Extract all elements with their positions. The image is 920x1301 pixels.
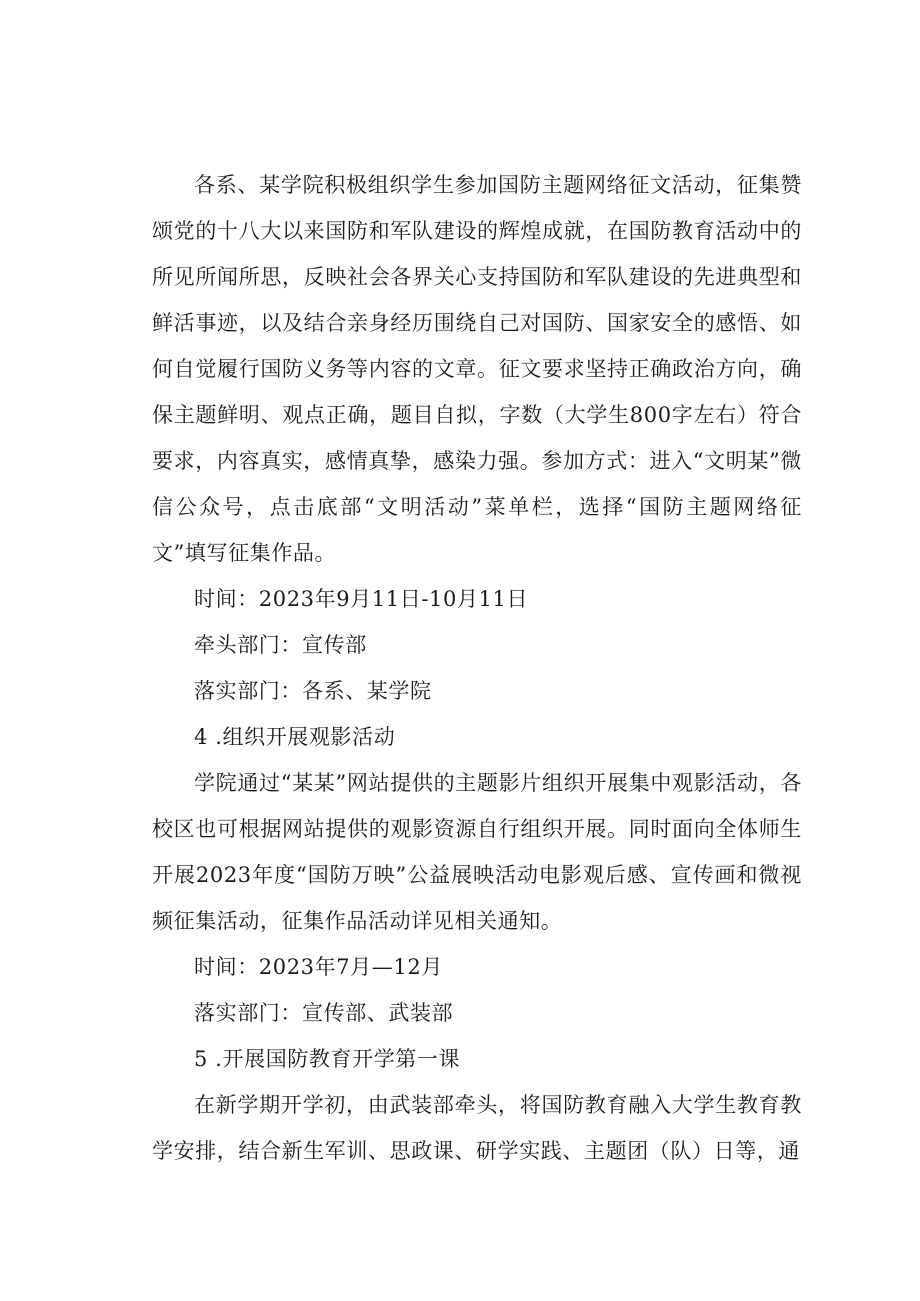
paragraph-impl-dept-essay: 落实部门：各系、某学院	[194, 679, 432, 703]
paragraph-time-film: 时间：2023年7月—12月	[194, 955, 443, 979]
paragraph-impl-dept-film: 落实部门：宣传部、武装部	[194, 1001, 454, 1025]
section-heading-film-viewing: 4 .组织开展观影活动	[194, 725, 396, 749]
document-body	[152, 162, 802, 1174]
paragraph-first-lesson: 在新学期开学初，由武装部牵头，将国防教育融入大学生教育教学安排，结合新生军训、思政课、研学实践、主题团（队）日等，通	[152, 1093, 802, 1163]
paragraph-essay-activity: 各系、某学院积极组织学生参加国防主题网络征文活动，征集赞颂党的十八大以来国防和军队建设的辉煌成就，在国防教育活动中的所见所闻所思，反映社会各界关心支持国防和军队建设的先进典型和鲜活事迹，以及结合亲身经历围绕自己对国防、国家安全的感悟、如何自觉履行国防义务等内容的文章。征文要求坚持正确政治方向，确保主题鲜明、观点正确，题目自拟，字数（大学生800字左右）符合要求，内容真实，感情真挚，感染力强。参加方式：进入“文明某”微信公众号，点击底部“文明活动”菜单栏，选择“国防主题网络征文”填写征集作品。	[152, 173, 802, 565]
paragraph-lead-dept: 牵头部门：宣传部	[194, 633, 367, 657]
section-heading-first-lesson: 5 .开展国防教育开学第一课	[194, 1047, 461, 1071]
paragraph-time-essay: 时间：2023年9月11日-10月11日	[194, 587, 529, 611]
paragraph-film-viewing: 学院通过“某某”网站提供的主题影片组织开展集中观影活动，各校区也可根据网站提供的观影资源自行组织开展。同时面向全体师生开展2023年度“国防万映”公益展映活动电影观后感、宣传画和微视频征集活动，征集作品活动详见相关通知。	[152, 771, 802, 933]
